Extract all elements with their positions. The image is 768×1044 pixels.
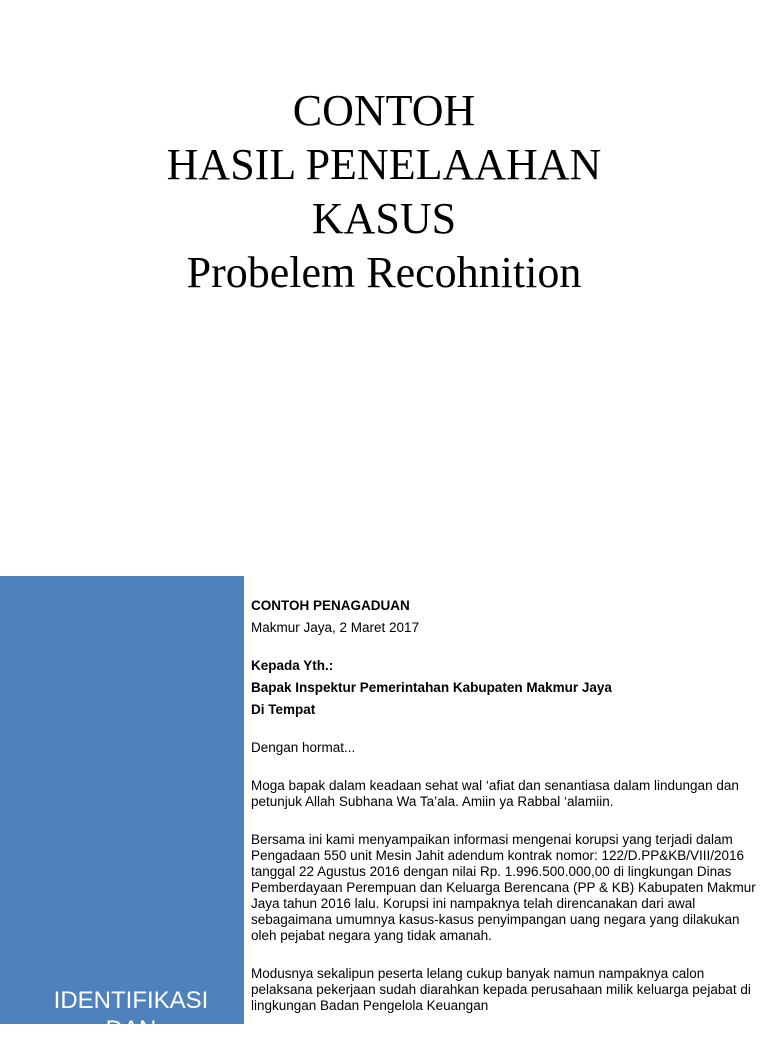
title-line-3: KASUS xyxy=(311,194,457,243)
letter-paragraph-2: Bersama ini kami menyampaikan informasi mengenai korupsi yang terjadi dalam Pengadaan 550 unit Mesin Jahit adendum kontrak nomor: 122/D.PP&KB/VIII/2016 tanggal 22 Agustus 2016 dengan nilai Rp. 1.996.500.000,00 di lingkungan Dinas Pemberdayaan Perempuan dan Keluarga Berencana (PP & KB) Kabupaten Makmur Jaya tahun 2016 lalu. Korupsi ini nampaknya telah direncanakan dari awal sebagaimana umumnya kasus-kasus penyimpangan uang negara yang dilakukan oleh pejabat negara yang tidak amanah. xyxy=(251,832,756,943)
title-line-4: Probelem Recohnition xyxy=(186,248,582,297)
sidebar-panel xyxy=(0,576,244,1043)
recipient-location: Di Tempat xyxy=(251,702,316,717)
letter-heading: CONTOH PENAGADUAN xyxy=(251,598,410,613)
spacer xyxy=(251,944,763,966)
letter-paragraph-1: Moga bapak dalam keadaan sehat wal ‘afiat dan senantiasa dalam lindungan dan petunjuk Allah Subhana Wa Ta’ala. Amiin ya Rabbal ‘alamiin. xyxy=(251,778,739,809)
recipient-name: Bapak Inspektur Pemerintahan Kabupaten Makmur Jaya xyxy=(251,680,612,695)
spacer xyxy=(251,718,763,740)
spacer xyxy=(251,756,763,778)
spacer xyxy=(251,636,763,658)
spacer xyxy=(251,810,763,832)
letter-salutation: Dengan hormat... xyxy=(251,740,356,755)
title-line-2: HASIL PENELAAHAN xyxy=(166,140,602,189)
slide-title xyxy=(0,84,768,300)
letter-slide xyxy=(0,576,768,1043)
complaint-letter xyxy=(251,598,763,1014)
title-line-1: CONTOH xyxy=(292,86,476,135)
recipient-greeting: Kepada Yth.: xyxy=(251,658,334,673)
sidebar-label: IDENTIFIKASI DAN xyxy=(53,987,209,1043)
letter-paragraph-3: Modusnya sekalipun peserta lelang cukup banyak namun nampaknya calon pelaksana pekerjaan sudah diarahkan kepada perusahaan milik keluarga pejabat di lingkungan Badan Pengelola Keuangan xyxy=(251,966,751,1013)
letter-place-date: Makmur Jaya, 2 Maret 2017 xyxy=(251,620,420,635)
